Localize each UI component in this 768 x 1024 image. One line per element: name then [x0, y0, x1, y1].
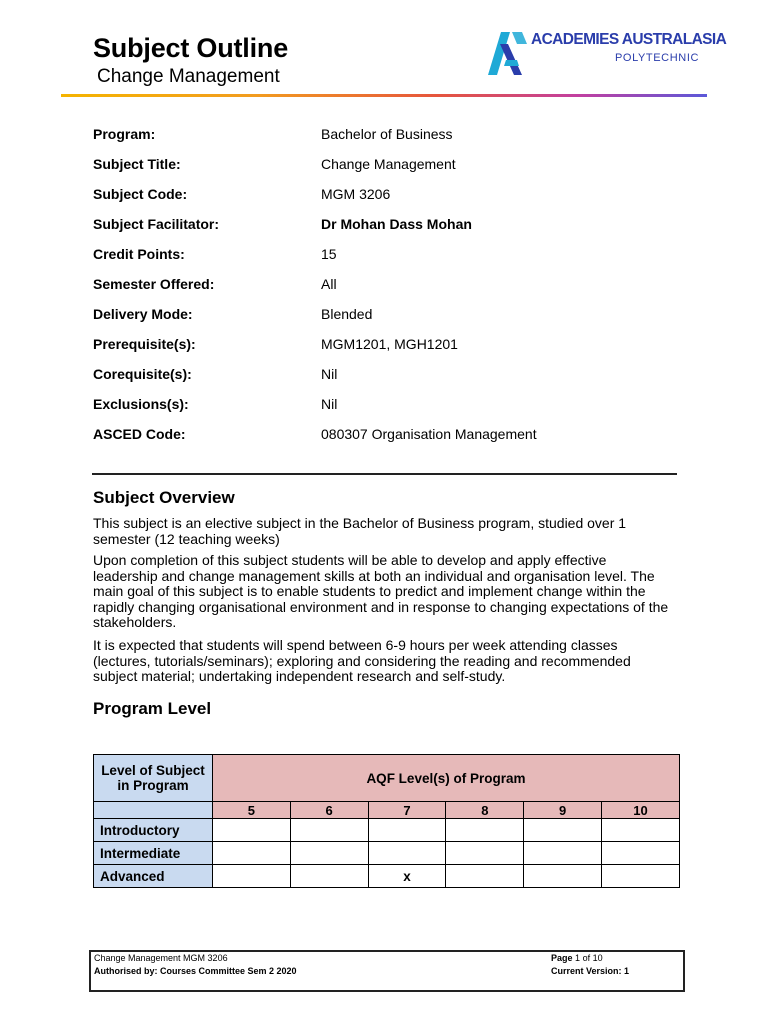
info-row-credit-points [93, 244, 683, 274]
program-level-heading: Program Level [93, 699, 212, 718]
info-value: Bachelor of Business [321, 126, 453, 142]
info-row-asced-code [93, 424, 683, 454]
program-level-table [93, 754, 680, 888]
footer-page-total: of 10 [582, 953, 603, 963]
info-label: Corequisite(s): [93, 366, 192, 382]
info-row-semester [93, 274, 683, 304]
info-row-program [93, 124, 683, 154]
table-cell [368, 842, 446, 865]
info-value: 15 [321, 246, 337, 262]
table-cell [446, 819, 524, 842]
row-label-advanced: Advanced [94, 865, 213, 888]
info-label: Subject Title: [93, 156, 181, 172]
aqf-level: 6 [290, 802, 368, 819]
info-value: Dr Mohan Dass Mohan [321, 216, 472, 232]
table-cell [368, 819, 446, 842]
footer-page-current: 1 [575, 953, 581, 963]
overview-paragraph-3: It is expected that students will spend between 6-9 hours per week attending classes (lectures, tutorials/seminars); exploring and considering the reading and recommended subject material; undertaking independent research and self-study. [93, 637, 631, 684]
document-title: Subject Outline [93, 33, 289, 63]
footer-subject: Change Management MGM 3206 [94, 953, 228, 963]
footer-page-label: Page [551, 953, 573, 963]
aqf-level: 10 [602, 802, 680, 819]
info-label: Subject Code: [93, 186, 188, 202]
table-cell [446, 842, 524, 865]
info-value: Nil [321, 396, 338, 412]
table-cell: x [368, 865, 446, 888]
table-cell [524, 819, 602, 842]
table-row [94, 865, 680, 888]
table-cell [290, 819, 368, 842]
table-cell [446, 865, 524, 888]
header-gradient-rule [61, 94, 707, 97]
row-label-intermediate: Intermediate [94, 842, 213, 865]
footer-version: Current Version: 1 [551, 966, 630, 976]
info-row-facilitator [93, 214, 683, 244]
aqf-level: 8 [446, 802, 524, 819]
info-value: Change Management [321, 156, 456, 172]
table-row [94, 819, 680, 842]
footer-authorised: Authorised by: Courses Committee Sem 2 2020 [94, 966, 297, 976]
logo-mark-icon [486, 30, 530, 78]
document-subtitle: Change Management [97, 66, 280, 87]
table-cell [290, 865, 368, 888]
table-cell [290, 842, 368, 865]
info-label: Credit Points: [93, 246, 185, 262]
aqf-header: AQF Level(s) of Program [212, 755, 679, 802]
info-label: Exclusions(s): [93, 396, 189, 412]
logo-subtitle: POLYTECHNIC [615, 52, 700, 64]
overview-paragraph-2: Upon completion of this subject students will be able to develop and apply effective leadership and change management skills at both an individual and organisation level. The main goal of this subject is to enable students to predict and implement change within the rapidly changing organisational environment and in response to changing expectations of the stakeholders. [93, 552, 669, 630]
info-value: All [321, 276, 337, 292]
info-label: Delivery Mode: [93, 306, 193, 322]
table-cell [524, 865, 602, 888]
table-cell [212, 842, 290, 865]
row-label-introductory: Introductory [94, 819, 213, 842]
info-row-prerequisites [93, 334, 683, 364]
overview-heading: Subject Overview [93, 488, 235, 507]
info-label: Semester Offered: [93, 276, 215, 292]
info-row-corequisites [93, 364, 683, 394]
info-row-subject-title [93, 154, 683, 184]
table-cell [602, 865, 680, 888]
info-row-exclusions [93, 394, 683, 424]
info-label: Subject Facilitator: [93, 216, 220, 232]
table-cell [212, 819, 290, 842]
page-footer [89, 950, 685, 992]
info-label: Program: [93, 126, 156, 142]
info-value: Nil [321, 366, 338, 382]
aqf-level: 7 [368, 802, 446, 819]
aqf-level: 5 [212, 802, 290, 819]
info-value: MGM 3206 [321, 186, 391, 202]
overview-paragraph-1: This subject is an elective subject in the Bachelor of Business program, studied over 1 semester (12 teaching weeks) [93, 515, 627, 547]
level-column-header: Level of Subject in Program [94, 755, 213, 802]
info-value: Blended [321, 306, 373, 322]
info-label: ASCED Code: [93, 426, 186, 442]
info-value: 080307 Organisation Management [321, 426, 537, 442]
level-header-spacer [94, 802, 213, 819]
table-row [94, 842, 680, 865]
logo-name: ACADEMIES AUSTRALASIA [531, 31, 727, 48]
table-cell [602, 842, 680, 865]
academies-australasia-logo [486, 30, 727, 78]
info-value: MGM1201, MGH1201 [321, 336, 458, 352]
table-cell [602, 819, 680, 842]
footer-page-number [551, 953, 603, 963]
table-cell [524, 842, 602, 865]
subject-info-list [93, 124, 683, 454]
info-row-subject-code [93, 184, 683, 214]
table-cell [212, 865, 290, 888]
aqf-level: 9 [524, 802, 602, 819]
section-divider [92, 473, 677, 475]
info-label: Prerequisite(s): [93, 336, 196, 352]
info-row-delivery-mode [93, 304, 683, 334]
